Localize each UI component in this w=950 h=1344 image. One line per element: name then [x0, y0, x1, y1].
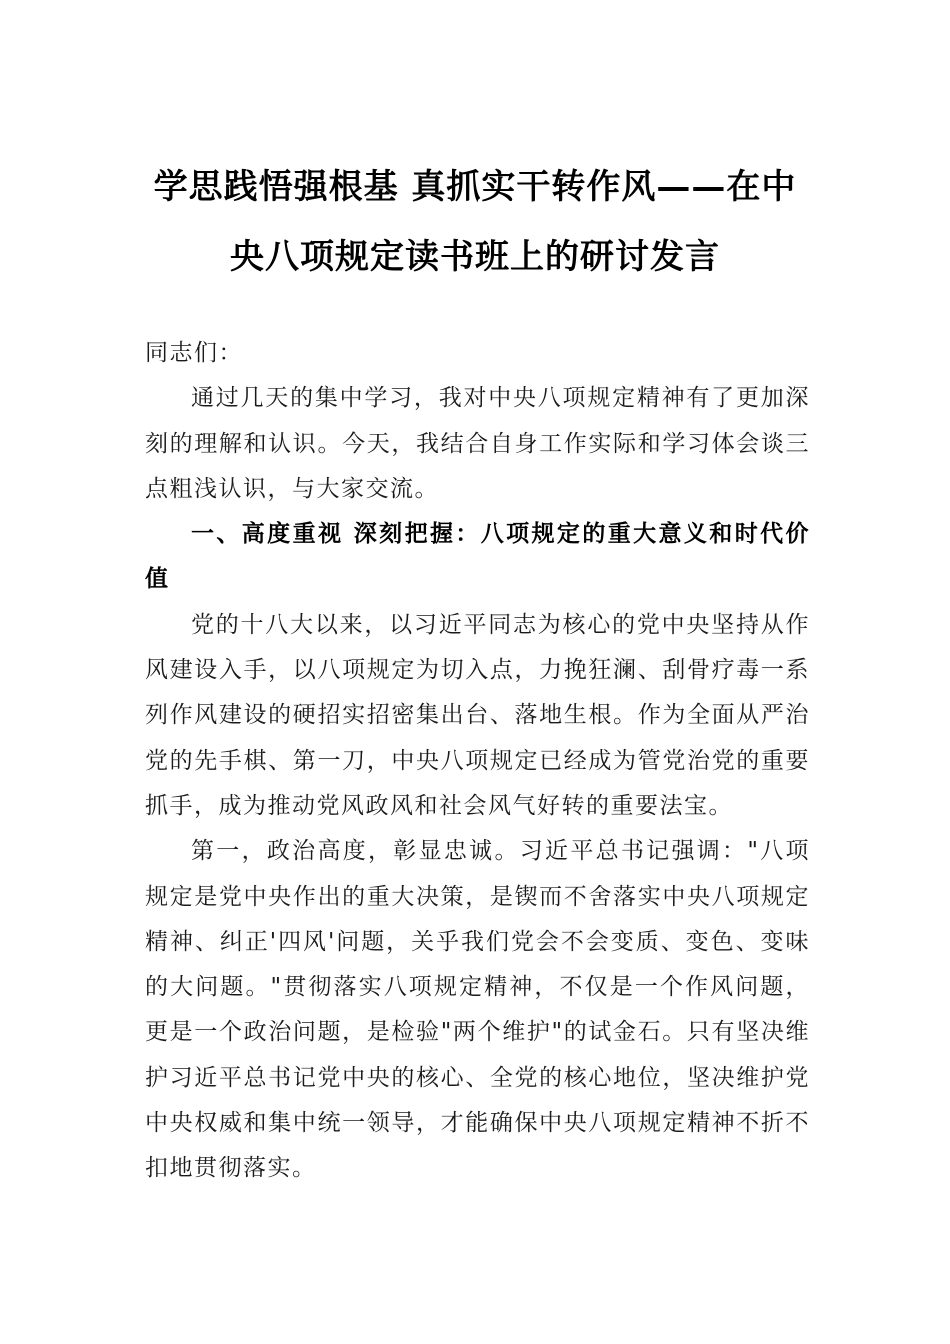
intro-paragraph: 通过几天的集中学习，我对中央八项规定精神有了更加深刻的理解和认识。今天，我结合自身工作实际和学习体会谈三点粗浅认识，与大家交流。 [145, 385, 810, 502]
document-title: 学思践悟强根基 真抓实干转作风——在中央八项规定读书班上的研讨发言 [153, 167, 797, 277]
section-1-paragraph: 党的十八大以来，以习近平同志为核心的党中央坚持从作风建设入手，以八项规定为切入点，力挽狂澜、刮骨疗毒一系列作风建设的硬招实招密集出台、落地生根。作为全面从严治党的先手棋、第一刀，中央八项规定已经成为管党治党的重要抓手，成为推动党风政风和社会风气好转的重要法宝。 [145, 611, 810, 819]
salutation: 同志们： [145, 340, 243, 366]
section-heading-1: 一、高度重视 深刻把握：八项规定的重大意义和时代价值 [145, 521, 810, 593]
document-body [145, 331, 810, 1192]
point-1-paragraph: 第一，政治高度，彰显忠诚。习近平总书记强调："八项规定是党中央作出的重大决策，是锲而不舍落实中央八项规定精神、纠正'四风'问题，关乎我们党会不会变质、变色、变味的大问题。"贯彻落实八项规定精神，不仅是一个作风问题，更是一个政治问题，是检验"两个维护"的试金石。只有坚决维护习近平总书记党中央的核心、全党的核心地位，坚决维护党中央权威和集中统一领导，才能确保中央八项规定精神不折不扣地贯彻落实。 [145, 838, 810, 1182]
